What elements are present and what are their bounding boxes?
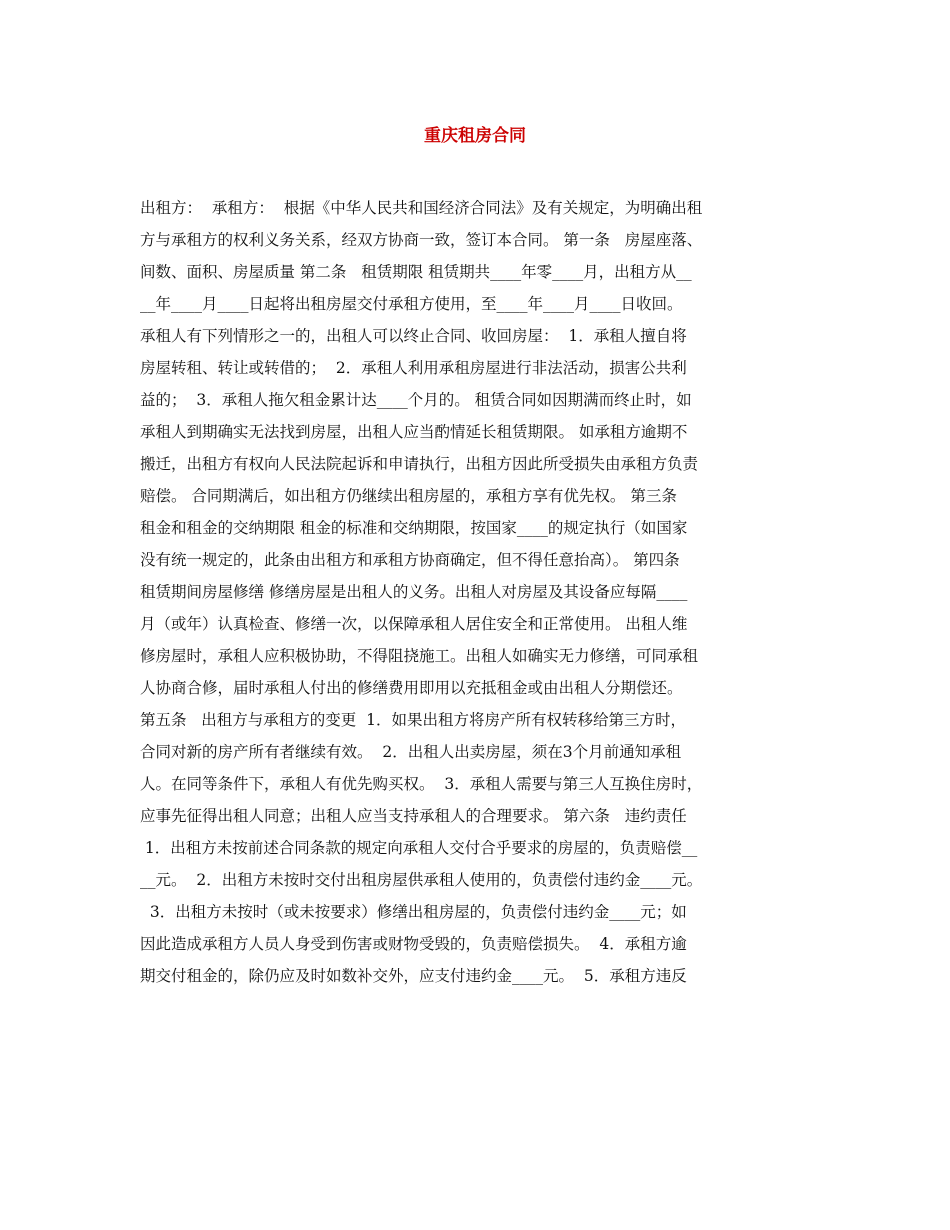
body-line: 月（或年）认真检查、修缮一次，以保障承租人居住安全和正常使用。 出租人维 (140, 615, 688, 633)
body-line: 方与承租方的权利义务关系，经双方协商一致，签订本合同。 第一条 房屋座落、 (140, 231, 703, 249)
body-line: 人。在同等条件下，承租人有优先购买权。 3．承租人需要与第三人互换住房时， (140, 775, 703, 793)
body-line: __元。 2．出租方未按时交付出租房屋供承租人使用的，负责偿付违约金____元。 (140, 871, 703, 889)
body-line: 应事先征得出租人同意；出租人应当支持承租人的合理要求。 第六条 违约责任 (140, 807, 687, 825)
body-line: 赔偿。 合同期满后，如出租方仍继续出租房屋的，承租方享有优先权。 第三条 (140, 487, 677, 505)
body-line: 修房屋时，承租人应积极协助，不得阻挠施工。出租人如确实无力修缮，可同承租 (140, 647, 699, 665)
body-line: 没有统一规定的，此条由出租方和承租方协商确定，但不得任意抬高）。 第四条 (140, 551, 680, 569)
body-line: 租金和租金的交纳期限 租金的标准和交纳期限，按国家____的规定执行（如国家 (140, 519, 688, 537)
body-line: 合同对新的房产所有者继续有效。 2．出租人出卖房屋，须在3个月前通知承租 (140, 743, 682, 761)
body-line: 3．出租方未按时（或未按要求）修缮出租房屋的，负责偿付违约金____元；如 (140, 903, 687, 921)
body-line: 因此造成承租方人员人身受到伤害或财物受毁的，负责赔偿损失。 4．承租方逾 (140, 935, 687, 953)
body-line: 间数、面积、房屋质量 第二条 租赁期限 租赁期共____年零____月，出租方从__ (140, 263, 692, 281)
body-line: 房屋转租、转让或转借的； 2．承租人利用承租房屋进行非法活动，损害公共利 (140, 359, 687, 377)
body-line: 搬迁，出租方有权向人民法院起诉和申请执行，出租方因此所受损失由承租方负责 (140, 455, 699, 473)
body-line: 承租人有下列情形之一的，出租人可以终止合同、收回房屋： 1．承租人擅自将 (140, 327, 687, 345)
body-line: 租赁期间房屋修缮 修缮房屋是出租人的义务。出租人对房屋及其设备应每隔____ (140, 583, 688, 601)
body-line: 出租方： 承租方： 根据《中华人民共和国经济合同法》及有关规定，为明确出租 (140, 199, 703, 217)
body-line: 益的； 3．承租人拖欠租金累计达____个月的。 租赁合同如因期满而终止时，如 (140, 391, 692, 409)
body-line: 承租人到期确实无法找到房屋，出租人应当酌情延长租赁期限。 如承租方逾期不 (140, 423, 688, 441)
body-line: 人协商合修，届时承租人付出的修缮费用即用以充抵租金或由出租人分期偿还。 (140, 679, 683, 697)
document-body (140, 192, 820, 992)
body-line: __年____月____日起将出租房屋交付承租方使用，至____年____月____日收回。 (140, 295, 683, 313)
body-line: 第五条 出租方与承租方的变更 1．如果出租方将房产所有权转移给第三方时， (140, 711, 686, 729)
body-line: 期交付租金的，除仍应及时如数补交外，应支付违约金____元。 5．承租方违反 (140, 967, 687, 985)
body-line: 1．出租方未按前述合同条款的规定向承租人交付合乎要求的房屋的，负责赔偿__ (140, 839, 698, 857)
document-title: 重庆租房合同 (424, 126, 526, 146)
